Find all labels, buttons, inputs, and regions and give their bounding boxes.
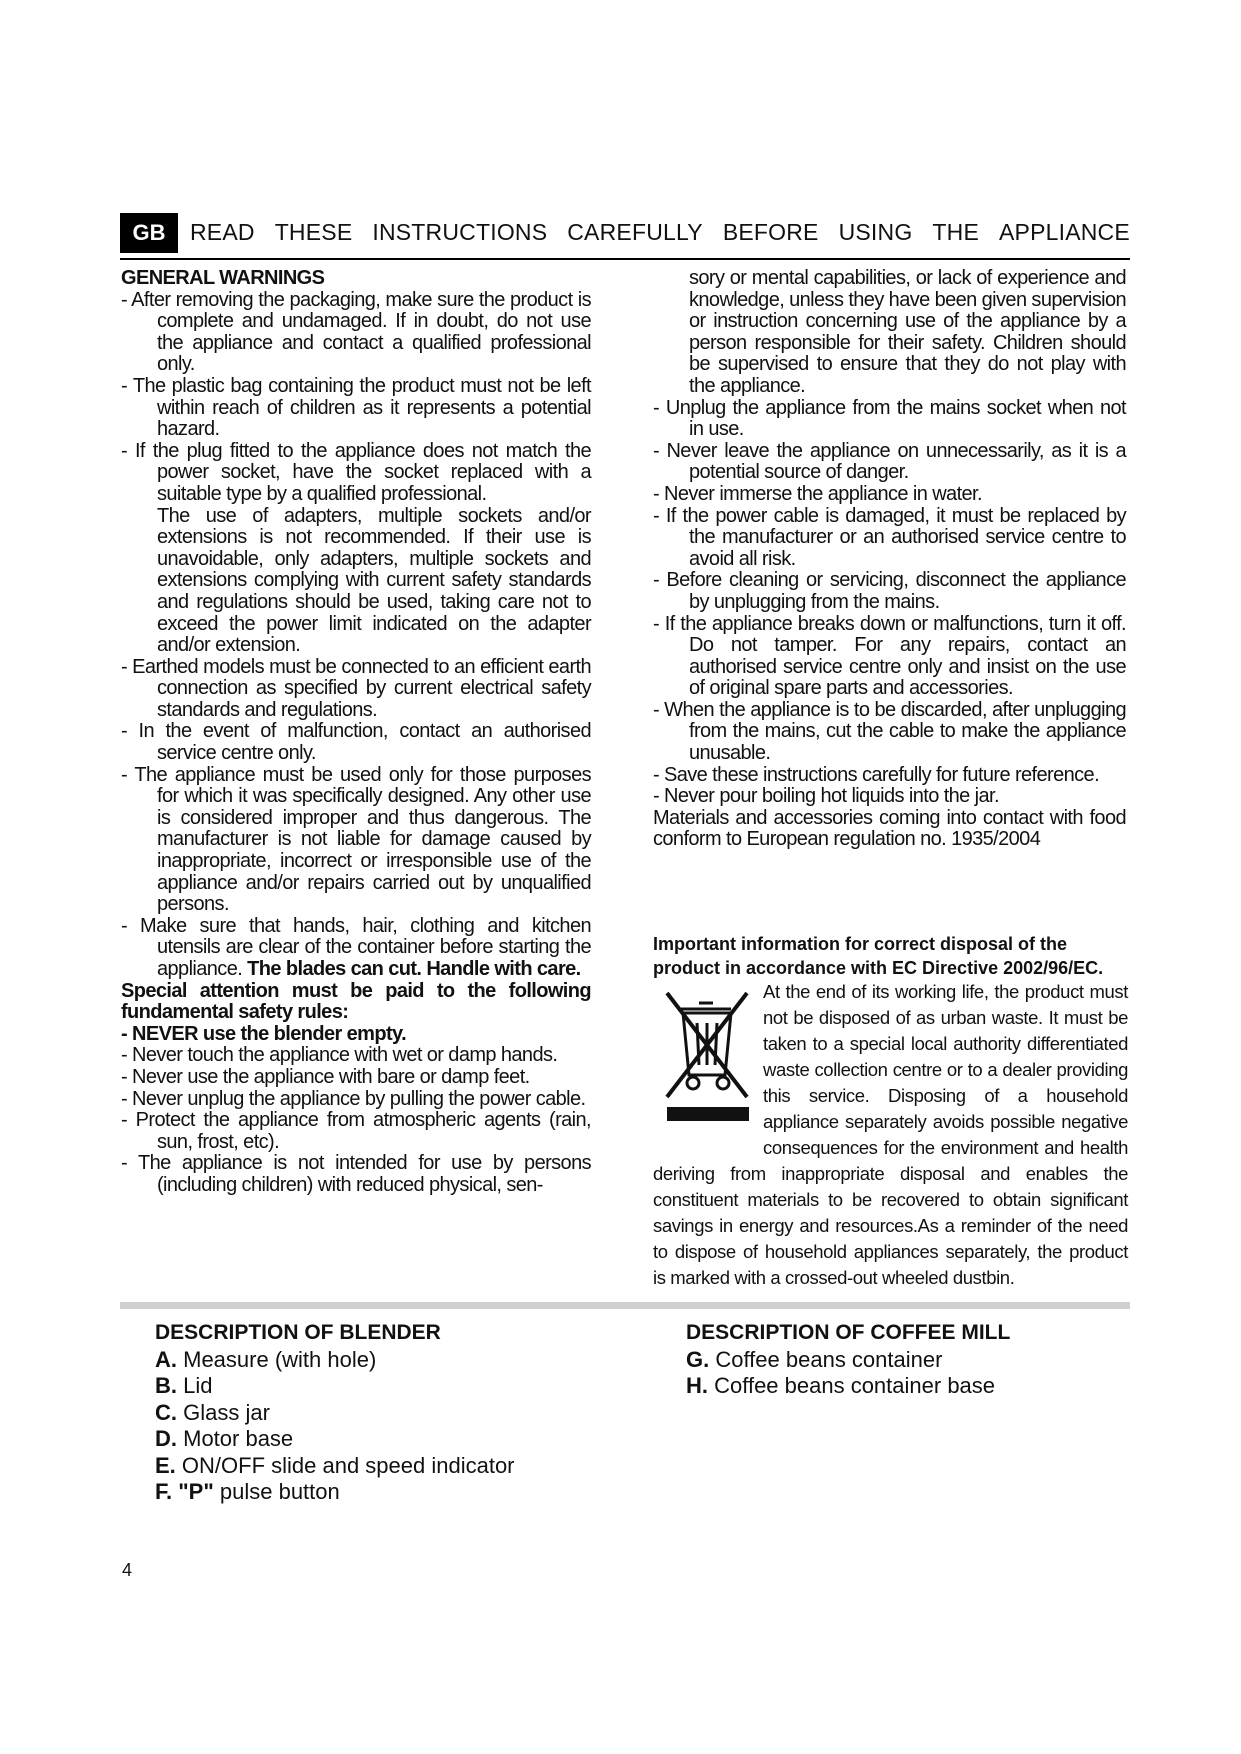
warning-item: - In the event of malfunction, contact an authorised service centre only. [121, 720, 591, 765]
header-word: USING [838, 219, 913, 245]
part-item [686, 1373, 1126, 1400]
crossed-out-wheeled-bin-icon [653, 979, 757, 1139]
disposal-title: Important information for correct disposal of the product in accordance with EC Directive 2002/96/EC. [653, 934, 1104, 978]
never-empty-rule: - NEVER use the blender empty. [121, 1022, 407, 1045]
blades-warning: The blades can cut. Handle with care. [247, 958, 581, 980]
part-letter: F. "P" [155, 1479, 214, 1504]
warning-item: - After removing the packaging, make sure the product is complete and undamaged. If in doubt, do not use the appliance and contact a qualified professional only. [121, 288, 591, 376]
part-text: Lid [177, 1373, 213, 1398]
disposal-text: At the end of its working life, the product must not be disposed of as urban waste. It must be taken to a special local authority differentiated waste collection centre or to a dealer providing this service. Disposing of a household appliance separately avoids possible negative consequences for the environment and health deriving from inappropriate disposal and enables the constituent materials to be recovered to obtain significant savings in energy and resources.As a reminder of the need to dispose of household appliances separately, the product is marked with a crossed-out wheeled dustbin. [653, 981, 1128, 1288]
warning-item: - The appliance must be used only for those purposes for which it was specifically designed. Any other use is considered improper and thus dangerous. The manufacturer is not liable for damage caused by inappropriate, incorrect or irresponsible use of the appliance and/or repairs carried out by unqualified persons. [121, 763, 591, 916]
warning-item: - Never unplug the appliance by pulling the power cable. [121, 1087, 586, 1110]
warning-item: - If the plug fitted to the appliance does not match the power socket, have the socket replaced with a suitable type by a qualified professional. [121, 439, 591, 505]
part-item [155, 1479, 625, 1506]
part-letter: A. [155, 1346, 177, 1372]
warning-item: - Earthed models must be connected to an efficient earth connection as specified by current electrical safety standards and regulations. [121, 655, 591, 721]
part-letter: B. [155, 1373, 177, 1398]
warning-item: - Never pour boiling hot liquids into the jar. [653, 785, 999, 808]
part-letter: H. [686, 1373, 708, 1398]
part-item [155, 1453, 625, 1480]
part-text: Measure (with hole) [177, 1346, 377, 1372]
part-letter: E. [155, 1452, 176, 1478]
header-word: INSTRUCTIONS [372, 219, 548, 245]
part-item [155, 1400, 625, 1427]
warning-continuation: sory or mental capabilities, or lack of experience and knowledge, unless they have been given supervision or instruction concerning use of the appliance by a person responsible for their safety. Children should be supervised to ensure that they do not play with the appliance. [689, 267, 1126, 397]
header-title [190, 219, 1130, 246]
header-word: READ [190, 219, 255, 245]
coffee-mill-description [686, 1320, 1126, 1400]
part-item [155, 1347, 625, 1374]
part-letter: G. [686, 1346, 710, 1372]
warning-item: - Never leave the appliance on unnecessarily, as it is a potential source of danger. [653, 439, 1126, 484]
part-text: Motor base [177, 1426, 294, 1451]
disposal-body [653, 979, 1128, 1291]
special-attention: Special attention must be paid to the following fundamental safety rules: [121, 979, 591, 1024]
warning-item: - If the appliance breaks down or malfunctions, turn it off. Do not tamper. For any repairs, contact an authorised service centre only and insist on the use of original spare parts and accessories. [653, 612, 1126, 700]
warning-item: - When the appliance is to be discarded, after unplugging from the mains, cut the cable to make the appliance unusable. [653, 698, 1126, 765]
warning-item: - Never touch the appliance with wet or damp hands. [121, 1044, 558, 1067]
part-text: Glass jar [177, 1399, 270, 1425]
warning-item: - Save these instructions carefully for future reference. [653, 763, 1100, 786]
warning-item: - Never immerse the appliance in water. [653, 482, 982, 505]
part-text: Coffee beans container [709, 1346, 943, 1372]
hands-text: - Make sure that hands, hair, clothing and kitchen utensils are clear of the container before starting the appliance. [121, 914, 591, 980]
part-text: pulse button [213, 1479, 340, 1504]
section-divider [120, 1302, 1130, 1309]
language-badge: GB [120, 213, 178, 253]
warning-item: - Unplug the appliance from the mains socket when not in use. [653, 396, 1126, 441]
warning-item: - Before cleaning or servicing, disconnect the appliance by unplugging from the mains. [653, 569, 1126, 613]
header-word: CAREFULLY [567, 219, 703, 245]
part-text: Coffee beans container base [708, 1373, 996, 1398]
header-word: THE [932, 219, 980, 245]
warning-item: - If the power cable is damaged, it must be replaced by the manufacturer or an authorised service centre to avoid all risk. [653, 504, 1126, 570]
materials-note: Materials and accessories coming into contact with food conform to European regulation no. 1935/2004 [653, 806, 1126, 851]
adapters-note: The use of adapters, multiple sockets and/or extensions is not recommended. If their use is unavoidable, only adapters, multiple sockets and extensions complying with current safety standards and regulations should be used, taking care not to exceed the power limit indicated on the adapter and/or extension. [157, 504, 591, 657]
part-text: ON/OFF slide and speed indicator [175, 1452, 515, 1478]
part-letter: C. [155, 1399, 177, 1425]
coffee-mill-heading: DESCRIPTION OF COFFEE MILL [686, 1321, 1011, 1344]
part-item [686, 1347, 1126, 1374]
blender-heading: DESCRIPTION OF BLENDER [155, 1321, 441, 1344]
warning-item-hands [121, 916, 591, 981]
warning-item: - The plastic bag containing the product must not be left within reach of children as it represents a potential hazard. [121, 374, 591, 441]
warning-item: - Never use the appliance with bare or damp feet. [121, 1065, 530, 1088]
header-word: THESE [274, 219, 353, 245]
blender-description [155, 1320, 625, 1506]
page-header [120, 213, 1130, 253]
header-word: BEFORE [722, 219, 819, 245]
header-word: APPLIANCE [999, 219, 1130, 245]
page-number: 4 [122, 1560, 133, 1580]
general-warnings-heading: GENERAL WARNINGS [121, 267, 325, 289]
part-item [155, 1373, 625, 1400]
part-letter: D. [155, 1426, 177, 1451]
warnings-left-column [121, 268, 591, 1197]
warning-item: - The appliance is not intended for use by persons (including children) with reduced physical, sen- [121, 1152, 591, 1196]
part-item [155, 1426, 625, 1453]
warnings-right-column [653, 268, 1126, 851]
header-rule [120, 258, 1130, 260]
warning-item: - Protect the appliance from atmospheric agents (rain, sun, frost, etc). [121, 1109, 591, 1153]
